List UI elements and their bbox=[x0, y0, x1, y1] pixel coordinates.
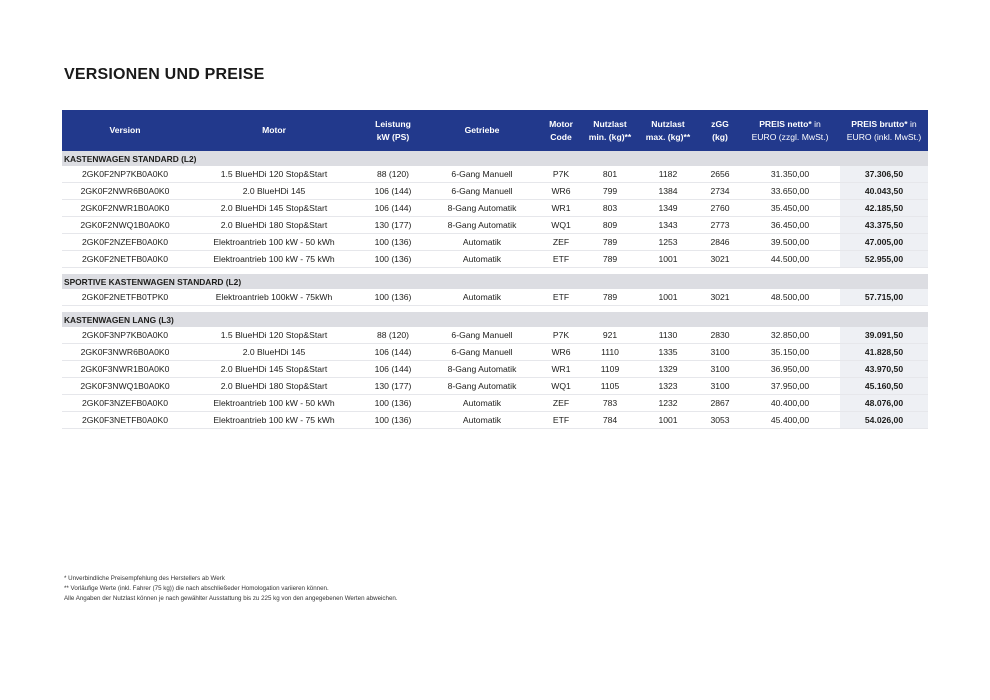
header-nutzlast-min: Nutzlast min. (kg)** bbox=[584, 110, 636, 151]
table-row bbox=[62, 166, 928, 183]
cell-preis-brutto: 39.091,50 bbox=[840, 327, 928, 344]
section-title: KASTENWAGEN LANG (L3) bbox=[62, 312, 928, 327]
cell-nutzlast-min: 789 bbox=[584, 251, 636, 268]
table-row bbox=[62, 217, 928, 234]
cell-motor-code: ETF bbox=[538, 251, 584, 268]
cell-preis-brutto: 43.375,50 bbox=[840, 217, 928, 234]
cell-version: 2GK0F3NWQ1B0A0K0 bbox=[62, 378, 188, 395]
cell-motor-code: WQ1 bbox=[538, 378, 584, 395]
header-leistung: Leistung kW (PS) bbox=[360, 110, 426, 151]
cell-preis-netto: 36.450,00 bbox=[740, 217, 840, 234]
cell-getriebe: 6-Gang Manuell bbox=[426, 327, 538, 344]
cell-nutzlast-max: 1329 bbox=[636, 361, 700, 378]
cell-zgg: 3100 bbox=[700, 361, 740, 378]
cell-leistung: 106 (144) bbox=[360, 200, 426, 217]
cell-preis-netto: 36.950,00 bbox=[740, 361, 840, 378]
cell-motor: 2.0 BlueHDi 180 Stop&Start bbox=[188, 378, 360, 395]
cell-version: 2GK0F2NETFB0TPK0 bbox=[62, 289, 188, 306]
cell-zgg: 3053 bbox=[700, 412, 740, 429]
cell-motor: 2.0 BlueHDi 145 Stop&Start bbox=[188, 361, 360, 378]
cell-leistung: 106 (144) bbox=[360, 344, 426, 361]
cell-nutzlast-min: 789 bbox=[584, 234, 636, 251]
cell-nutzlast-min: 803 bbox=[584, 200, 636, 217]
cell-motor-code: ETF bbox=[538, 289, 584, 306]
cell-getriebe: 6-Gang Manuell bbox=[426, 183, 538, 200]
header-getriebe: Getriebe bbox=[426, 110, 538, 151]
cell-zgg: 2846 bbox=[700, 234, 740, 251]
cell-nutzlast-min: 783 bbox=[584, 395, 636, 412]
cell-motor-code: WR1 bbox=[538, 361, 584, 378]
cell-nutzlast-min: 801 bbox=[584, 166, 636, 183]
cell-nutzlast-min: 789 bbox=[584, 289, 636, 306]
table-row bbox=[62, 327, 928, 344]
cell-preis-brutto: 47.005,00 bbox=[840, 234, 928, 251]
section-header-row bbox=[62, 312, 928, 327]
cell-getriebe: 8-Gang Automatik bbox=[426, 361, 538, 378]
cell-version: 2GK0F2NWR6B0A0K0 bbox=[62, 183, 188, 200]
table-row bbox=[62, 344, 928, 361]
footnote: Alle Angaben der Nutzlast können je nach gewählter Ausstattung bis zu 225 kg von den angegebenen Werten abweichen. bbox=[64, 595, 398, 602]
cell-preis-netto: 39.500,00 bbox=[740, 234, 840, 251]
cell-motor-code: P7K bbox=[538, 166, 584, 183]
cell-getriebe: Automatik bbox=[426, 395, 538, 412]
cell-leistung: 106 (144) bbox=[360, 361, 426, 378]
table-row bbox=[62, 361, 928, 378]
cell-preis-netto: 31.350,00 bbox=[740, 166, 840, 183]
cell-zgg: 3100 bbox=[700, 344, 740, 361]
cell-motor: Elektroantrieb 100 kW - 50 kWh bbox=[188, 395, 360, 412]
table-row bbox=[62, 289, 928, 306]
footnote: ** Vorläufige Werte (inkl. Fahrer (75 kg)) die nach abschließeder Homologation variieren können. bbox=[64, 585, 329, 592]
cell-preis-brutto: 42.185,50 bbox=[840, 200, 928, 217]
section-header-row bbox=[62, 274, 928, 289]
cell-zgg: 2773 bbox=[700, 217, 740, 234]
page-title: VERSIONEN UND PREISE bbox=[64, 66, 265, 83]
cell-nutzlast-min: 1105 bbox=[584, 378, 636, 395]
cell-getriebe: 8-Gang Automatik bbox=[426, 217, 538, 234]
table-row bbox=[62, 378, 928, 395]
cell-nutzlast-min: 1110 bbox=[584, 344, 636, 361]
cell-preis-brutto: 37.306,50 bbox=[840, 166, 928, 183]
section-title: SPORTIVE KASTENWAGEN STANDARD (L2) bbox=[62, 274, 928, 289]
cell-nutzlast-max: 1001 bbox=[636, 412, 700, 429]
section-header-row bbox=[62, 151, 928, 166]
cell-preis-netto: 32.850,00 bbox=[740, 327, 840, 344]
header-version: Version bbox=[62, 110, 188, 151]
cell-preis-netto: 40.400,00 bbox=[740, 395, 840, 412]
cell-leistung: 130 (177) bbox=[360, 378, 426, 395]
cell-nutzlast-min: 921 bbox=[584, 327, 636, 344]
cell-zgg: 3021 bbox=[700, 289, 740, 306]
cell-version: 2GK0F3NWR6B0A0K0 bbox=[62, 344, 188, 361]
cell-getriebe: 8-Gang Automatik bbox=[426, 200, 538, 217]
table-row bbox=[62, 200, 928, 217]
table-row bbox=[62, 251, 928, 268]
cell-nutzlast-min: 799 bbox=[584, 183, 636, 200]
cell-motor-code: ZEF bbox=[538, 234, 584, 251]
cell-nutzlast-max: 1349 bbox=[636, 200, 700, 217]
cell-preis-brutto: 40.043,50 bbox=[840, 183, 928, 200]
cell-motor: 1.5 BlueHDi 120 Stop&Start bbox=[188, 327, 360, 344]
cell-version: 2GK0F3NZEFB0A0K0 bbox=[62, 395, 188, 412]
cell-motor: Elektroantrieb 100kW - 75kWh bbox=[188, 289, 360, 306]
header-preis-brutto: PREIS brutto* in EURO (inkl. MwSt.) bbox=[840, 110, 928, 151]
cell-motor-code: WQ1 bbox=[538, 217, 584, 234]
cell-motor: Elektroantrieb 100 kW - 75 kWh bbox=[188, 412, 360, 429]
cell-preis-brutto: 48.076,00 bbox=[840, 395, 928, 412]
footnotes bbox=[64, 574, 398, 604]
cell-zgg: 3021 bbox=[700, 251, 740, 268]
cell-preis-brutto: 45.160,50 bbox=[840, 378, 928, 395]
cell-motor: 2.0 BlueHDi 145 Stop&Start bbox=[188, 200, 360, 217]
cell-motor-code: ZEF bbox=[538, 395, 584, 412]
cell-motor-code: WR6 bbox=[538, 344, 584, 361]
cell-version: 2GK0F3NP7KB0A0K0 bbox=[62, 327, 188, 344]
cell-getriebe: 6-Gang Manuell bbox=[426, 344, 538, 361]
cell-preis-brutto: 43.970,50 bbox=[840, 361, 928, 378]
cell-nutzlast-max: 1384 bbox=[636, 183, 700, 200]
cell-getriebe: Automatik bbox=[426, 412, 538, 429]
cell-zgg: 3100 bbox=[700, 378, 740, 395]
cell-preis-brutto: 54.026,00 bbox=[840, 412, 928, 429]
cell-preis-netto: 37.950,00 bbox=[740, 378, 840, 395]
cell-motor: Elektroantrieb 100 kW - 75 kWh bbox=[188, 251, 360, 268]
cell-nutzlast-max: 1232 bbox=[636, 395, 700, 412]
cell-motor: Elektroantrieb 100 kW - 50 kWh bbox=[188, 234, 360, 251]
cell-getriebe: Automatik bbox=[426, 289, 538, 306]
cell-leistung: 100 (136) bbox=[360, 395, 426, 412]
cell-version: 2GK0F2NWR1B0A0K0 bbox=[62, 200, 188, 217]
cell-version: 2GK0F2NP7KB0A0K0 bbox=[62, 166, 188, 183]
cell-nutzlast-max: 1335 bbox=[636, 344, 700, 361]
cell-preis-brutto: 41.828,50 bbox=[840, 344, 928, 361]
header-motor: Motor bbox=[188, 110, 360, 151]
cell-preis-netto: 44.500,00 bbox=[740, 251, 840, 268]
cell-zgg: 2656 bbox=[700, 166, 740, 183]
header-nutzlast-max: Nutzlast max. (kg)** bbox=[636, 110, 700, 151]
header-zgg: zGG (kg) bbox=[700, 110, 740, 151]
cell-nutzlast-min: 1109 bbox=[584, 361, 636, 378]
cell-nutzlast-max: 1001 bbox=[636, 251, 700, 268]
table-row bbox=[62, 412, 928, 429]
cell-leistung: 100 (136) bbox=[360, 251, 426, 268]
cell-zgg: 2867 bbox=[700, 395, 740, 412]
cell-motor-code: WR6 bbox=[538, 183, 584, 200]
cell-preis-netto: 48.500,00 bbox=[740, 289, 840, 306]
cell-nutzlast-max: 1001 bbox=[636, 289, 700, 306]
table-header-row bbox=[62, 110, 928, 151]
cell-nutzlast-min: 809 bbox=[584, 217, 636, 234]
cell-zgg: 2734 bbox=[700, 183, 740, 200]
table-row bbox=[62, 183, 928, 200]
cell-leistung: 100 (136) bbox=[360, 412, 426, 429]
cell-leistung: 100 (136) bbox=[360, 234, 426, 251]
cell-preis-netto: 45.400,00 bbox=[740, 412, 840, 429]
table-row bbox=[62, 395, 928, 412]
cell-motor: 1.5 BlueHDi 120 Stop&Start bbox=[188, 166, 360, 183]
cell-leistung: 100 (136) bbox=[360, 289, 426, 306]
cell-leistung: 130 (177) bbox=[360, 217, 426, 234]
cell-zgg: 2830 bbox=[700, 327, 740, 344]
cell-getriebe: 6-Gang Manuell bbox=[426, 166, 538, 183]
cell-motor: 2.0 BlueHDi 145 bbox=[188, 344, 360, 361]
cell-leistung: 106 (144) bbox=[360, 183, 426, 200]
cell-nutzlast-max: 1343 bbox=[636, 217, 700, 234]
cell-getriebe: 8-Gang Automatik bbox=[426, 378, 538, 395]
cell-preis-brutto: 57.715,00 bbox=[840, 289, 928, 306]
cell-preis-netto: 35.150,00 bbox=[740, 344, 840, 361]
cell-version: 2GK0F2NZEFB0A0K0 bbox=[62, 234, 188, 251]
cell-nutzlast-max: 1130 bbox=[636, 327, 700, 344]
cell-leistung: 88 (120) bbox=[360, 166, 426, 183]
cell-motor-code: ETF bbox=[538, 412, 584, 429]
cell-zgg: 2760 bbox=[700, 200, 740, 217]
cell-version: 2GK0F2NWQ1B0A0K0 bbox=[62, 217, 188, 234]
header-motor-code: Motor Code bbox=[538, 110, 584, 151]
cell-nutzlast-max: 1323 bbox=[636, 378, 700, 395]
footnote: * Unverbindliche Preisempfehlung des Herstellers ab Werk bbox=[64, 575, 225, 582]
cell-getriebe: Automatik bbox=[426, 251, 538, 268]
cell-preis-brutto: 52.955,00 bbox=[840, 251, 928, 268]
cell-motor: 2.0 BlueHDi 145 bbox=[188, 183, 360, 200]
table-body bbox=[62, 151, 928, 429]
cell-preis-netto: 35.450,00 bbox=[740, 200, 840, 217]
cell-version: 2GK0F2NETFB0A0K0 bbox=[62, 251, 188, 268]
cell-nutzlast-max: 1182 bbox=[636, 166, 700, 183]
cell-nutzlast-min: 784 bbox=[584, 412, 636, 429]
cell-getriebe: Automatik bbox=[426, 234, 538, 251]
table-row bbox=[62, 234, 928, 251]
cell-motor-code: WR1 bbox=[538, 200, 584, 217]
cell-motor: 2.0 BlueHDi 180 Stop&Start bbox=[188, 217, 360, 234]
cell-version: 2GK0F3NETFB0A0K0 bbox=[62, 412, 188, 429]
section-title: KASTENWAGEN STANDARD (L2) bbox=[62, 151, 928, 166]
cell-nutzlast-max: 1253 bbox=[636, 234, 700, 251]
price-table bbox=[62, 110, 928, 429]
cell-preis-netto: 33.650,00 bbox=[740, 183, 840, 200]
header-preis-netto: PREIS netto* in EURO (zzgl. MwSt.) bbox=[740, 110, 840, 151]
cell-motor-code: P7K bbox=[538, 327, 584, 344]
cell-version: 2GK0F3NWR1B0A0K0 bbox=[62, 361, 188, 378]
cell-leistung: 88 (120) bbox=[360, 327, 426, 344]
